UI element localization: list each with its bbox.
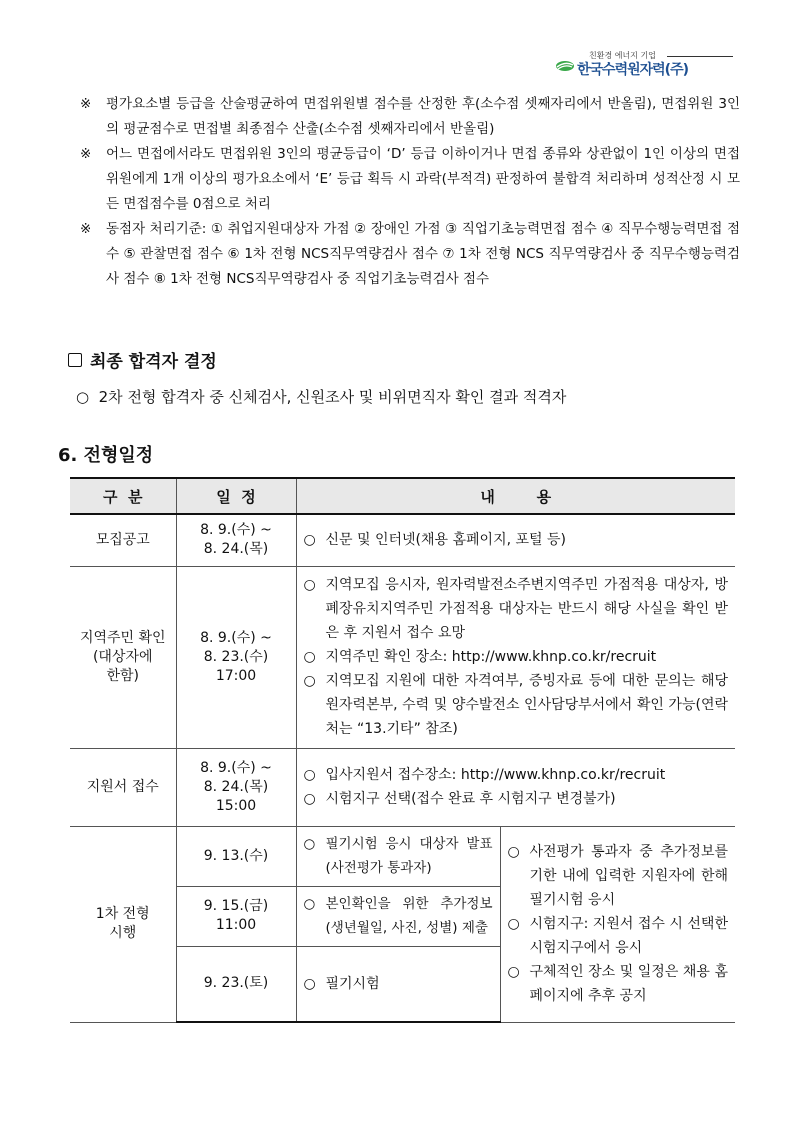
schedule-table bbox=[70, 477, 735, 1023]
note-item bbox=[80, 142, 740, 217]
row-date: 9. 15.(금) 11:00 bbox=[176, 886, 296, 946]
logo-name: 한국수력원자력(주) bbox=[577, 62, 688, 78]
row-category: 1차 전형 시행 bbox=[70, 826, 176, 1022]
logo-divider bbox=[667, 56, 733, 57]
content-item: 시험지구 선택(접수 완료 후 시험지구 변경불가) bbox=[325, 791, 616, 807]
content-item: 지역모집 응시자, 원자력발전소주변지역주민 가점적용 대상자, 방폐장유치지역주민 가점적용 대상자는 반드시 해당 사실을 확인 받은 후 지원서 접수 요망 bbox=[325, 577, 728, 641]
logo-swoosh-icon bbox=[555, 60, 575, 72]
row-content: ○ 지역모집 응시자, 원자력발전소주변지역주민 가점적용 대상자, 방폐장유치지역주민 가점적용 대상자는 반드시 해당 사실을 확인 받은 후 지원서 접수 요망 ○ 지역주민 확인 장소: http://www.khnp.co.kr/recruit ○ 지역모집 지원에 대한 자격여부, 증빙자료 등에 대한 문의는 해당 원자력본부, 수력 및 양수발전소 인사담당부서에서 확인 가능(연락처는 “13.기타” 참조) bbox=[296, 566, 735, 748]
final-item-text: 2차 전형 합격자 중 신체검사, 신원조사 및 비위면직자 확인 결과 적격자 bbox=[98, 388, 567, 406]
row-date: 8. 9.(수) ~ 8. 23.(수) 17:00 bbox=[176, 566, 296, 748]
row-date: 9. 13.(수) bbox=[176, 826, 296, 886]
row-category: 지역주민 확인 (대상자에 한함) bbox=[70, 566, 176, 748]
row-content: ○ 필기시험 bbox=[296, 946, 500, 1022]
row-category: 모집공고 bbox=[70, 514, 176, 566]
col-header: 일 정 bbox=[176, 478, 296, 514]
table-row bbox=[70, 748, 735, 826]
logo-tagline: 친환경 에너지 기업 bbox=[589, 51, 656, 60]
final-item bbox=[76, 386, 566, 407]
row-date: 8. 9.(수) ~ 8. 24.(목) bbox=[176, 514, 296, 566]
content-item: 신문 및 인터넷(채용 홈페이지, 포털 등) bbox=[325, 532, 566, 549]
content-item: 본인확인을 위한 추가정보 (생년월일, 사진, 성별) 제출 bbox=[325, 896, 493, 936]
content-item: 지역주민 확인 장소: http://www.khnp.co.kr/recruit bbox=[325, 649, 657, 665]
notes-list bbox=[80, 92, 740, 292]
final-heading-text: 최종 합격자 결정 bbox=[90, 352, 217, 372]
square-bullet-icon bbox=[68, 353, 82, 367]
content-item: 입사지원서 접수장소: http://www.khnp.co.kr/recruit bbox=[325, 767, 666, 783]
row-category: 지원서 접수 bbox=[70, 748, 176, 826]
content-item: 필기시험 bbox=[325, 975, 380, 992]
row-content: ○ 신문 및 인터넷(채용 홈페이지, 포털 등) bbox=[296, 514, 735, 566]
note-text: 평가요소별 등급을 산술평균하여 면접위원별 점수를 산정한 후(소수점 셋째자리에서 반올림), 면접위원 3인의 평균점수로 면접별 최종점수 산출(소수점 셋째자리에서 반올림) bbox=[106, 96, 740, 137]
col-header: 내 용 bbox=[296, 478, 735, 514]
first-stage-notes: ○ 사전평가 통과자 중 추가정보를 기한 내에 입력한 지원자에 한해 필기시험 응시 ○ 시험지구: 지원서 접수 시 선택한 시험지구에서 응시 ○ 구체적인 장소 및 일정은 채용 홈페이지에 추후 공지 bbox=[500, 826, 735, 1022]
note-item bbox=[80, 217, 740, 292]
note-mark: ※ bbox=[80, 146, 92, 162]
content-item: 구체적인 장소 및 일정은 채용 홈페이지에 추후 공지 bbox=[529, 964, 728, 1004]
row-content: ○ 입사지원서 접수장소: http://www.khnp.co.kr/recruit ○ 시험지구 선택(접수 완료 후 시험지구 변경불가) bbox=[296, 748, 735, 826]
circle-bullet: ○ bbox=[76, 388, 90, 406]
note-mark: ※ bbox=[80, 221, 92, 237]
table-row bbox=[70, 826, 735, 886]
schedule-heading: 6. 전형일정 bbox=[58, 445, 154, 466]
content-item: 지역모집 지원에 대한 자격여부, 증빙자료 등에 대한 문의는 해당 원자력본부, 수력 및 양수발전소 인사담당부서에서 확인 가능(연락처는 “13.기타” 참조) bbox=[325, 673, 728, 737]
table-row bbox=[70, 566, 735, 748]
content-item: 필기시험 응시 대상자 발표(사전평가 통과자) bbox=[325, 836, 493, 876]
content-item: 시험지구: 지원서 접수 시 선택한 시험지구에서 응시 bbox=[529, 916, 728, 956]
note-text: 어느 면접에서라도 면접위원 3인의 평균등급이 ‘D’ 등급 이하이거나 면접 종류와 상관없이 1인 이상의 면접위원에게 1개 이상의 평가요소에서 ‘E’ 등급 획득 시 과락(부적격) 판정하여 불합격 처리하며 성적산정 시 모든 면접점수를 0점으로 처리 bbox=[106, 146, 740, 212]
row-date: 9. 23.(토) bbox=[176, 946, 296, 1022]
row-content: ○ 본인확인을 위한 추가정보 (생년월일, 사진, 성별) 제출 bbox=[296, 886, 500, 946]
note-item bbox=[80, 92, 740, 142]
note-text: 동점자 처리기준: ① 취업지원대상자 가점 ② 장애인 가점 ③ 직업기초능력면접 점수 ④ 직무수행능력면접 점수 ⑤ 관찰면접 점수 ⑥ 1차 전형 NCS직무역량검사 점수 ⑦ 1차 전형 NCS 직무역량검사 중 직무수행능력검사 점수 ⑧ 1차 전형 NCS직무역량검사 중 직업기초능력검사 점수 bbox=[106, 221, 740, 287]
table-row bbox=[70, 514, 735, 566]
col-header: 구 분 bbox=[70, 478, 176, 514]
final-section-heading bbox=[68, 347, 217, 372]
row-content: ○ 필기시험 응시 대상자 발표(사전평가 통과자) bbox=[296, 826, 500, 886]
content-item: 사전평가 통과자 중 추가정보를 기한 내에 입력한 지원자에 한해 필기시험 응시 bbox=[529, 844, 728, 908]
row-date: 8. 9.(수) ~ 8. 24.(목) 15:00 bbox=[176, 748, 296, 826]
table-header-row bbox=[70, 478, 735, 514]
note-mark: ※ bbox=[80, 96, 92, 112]
